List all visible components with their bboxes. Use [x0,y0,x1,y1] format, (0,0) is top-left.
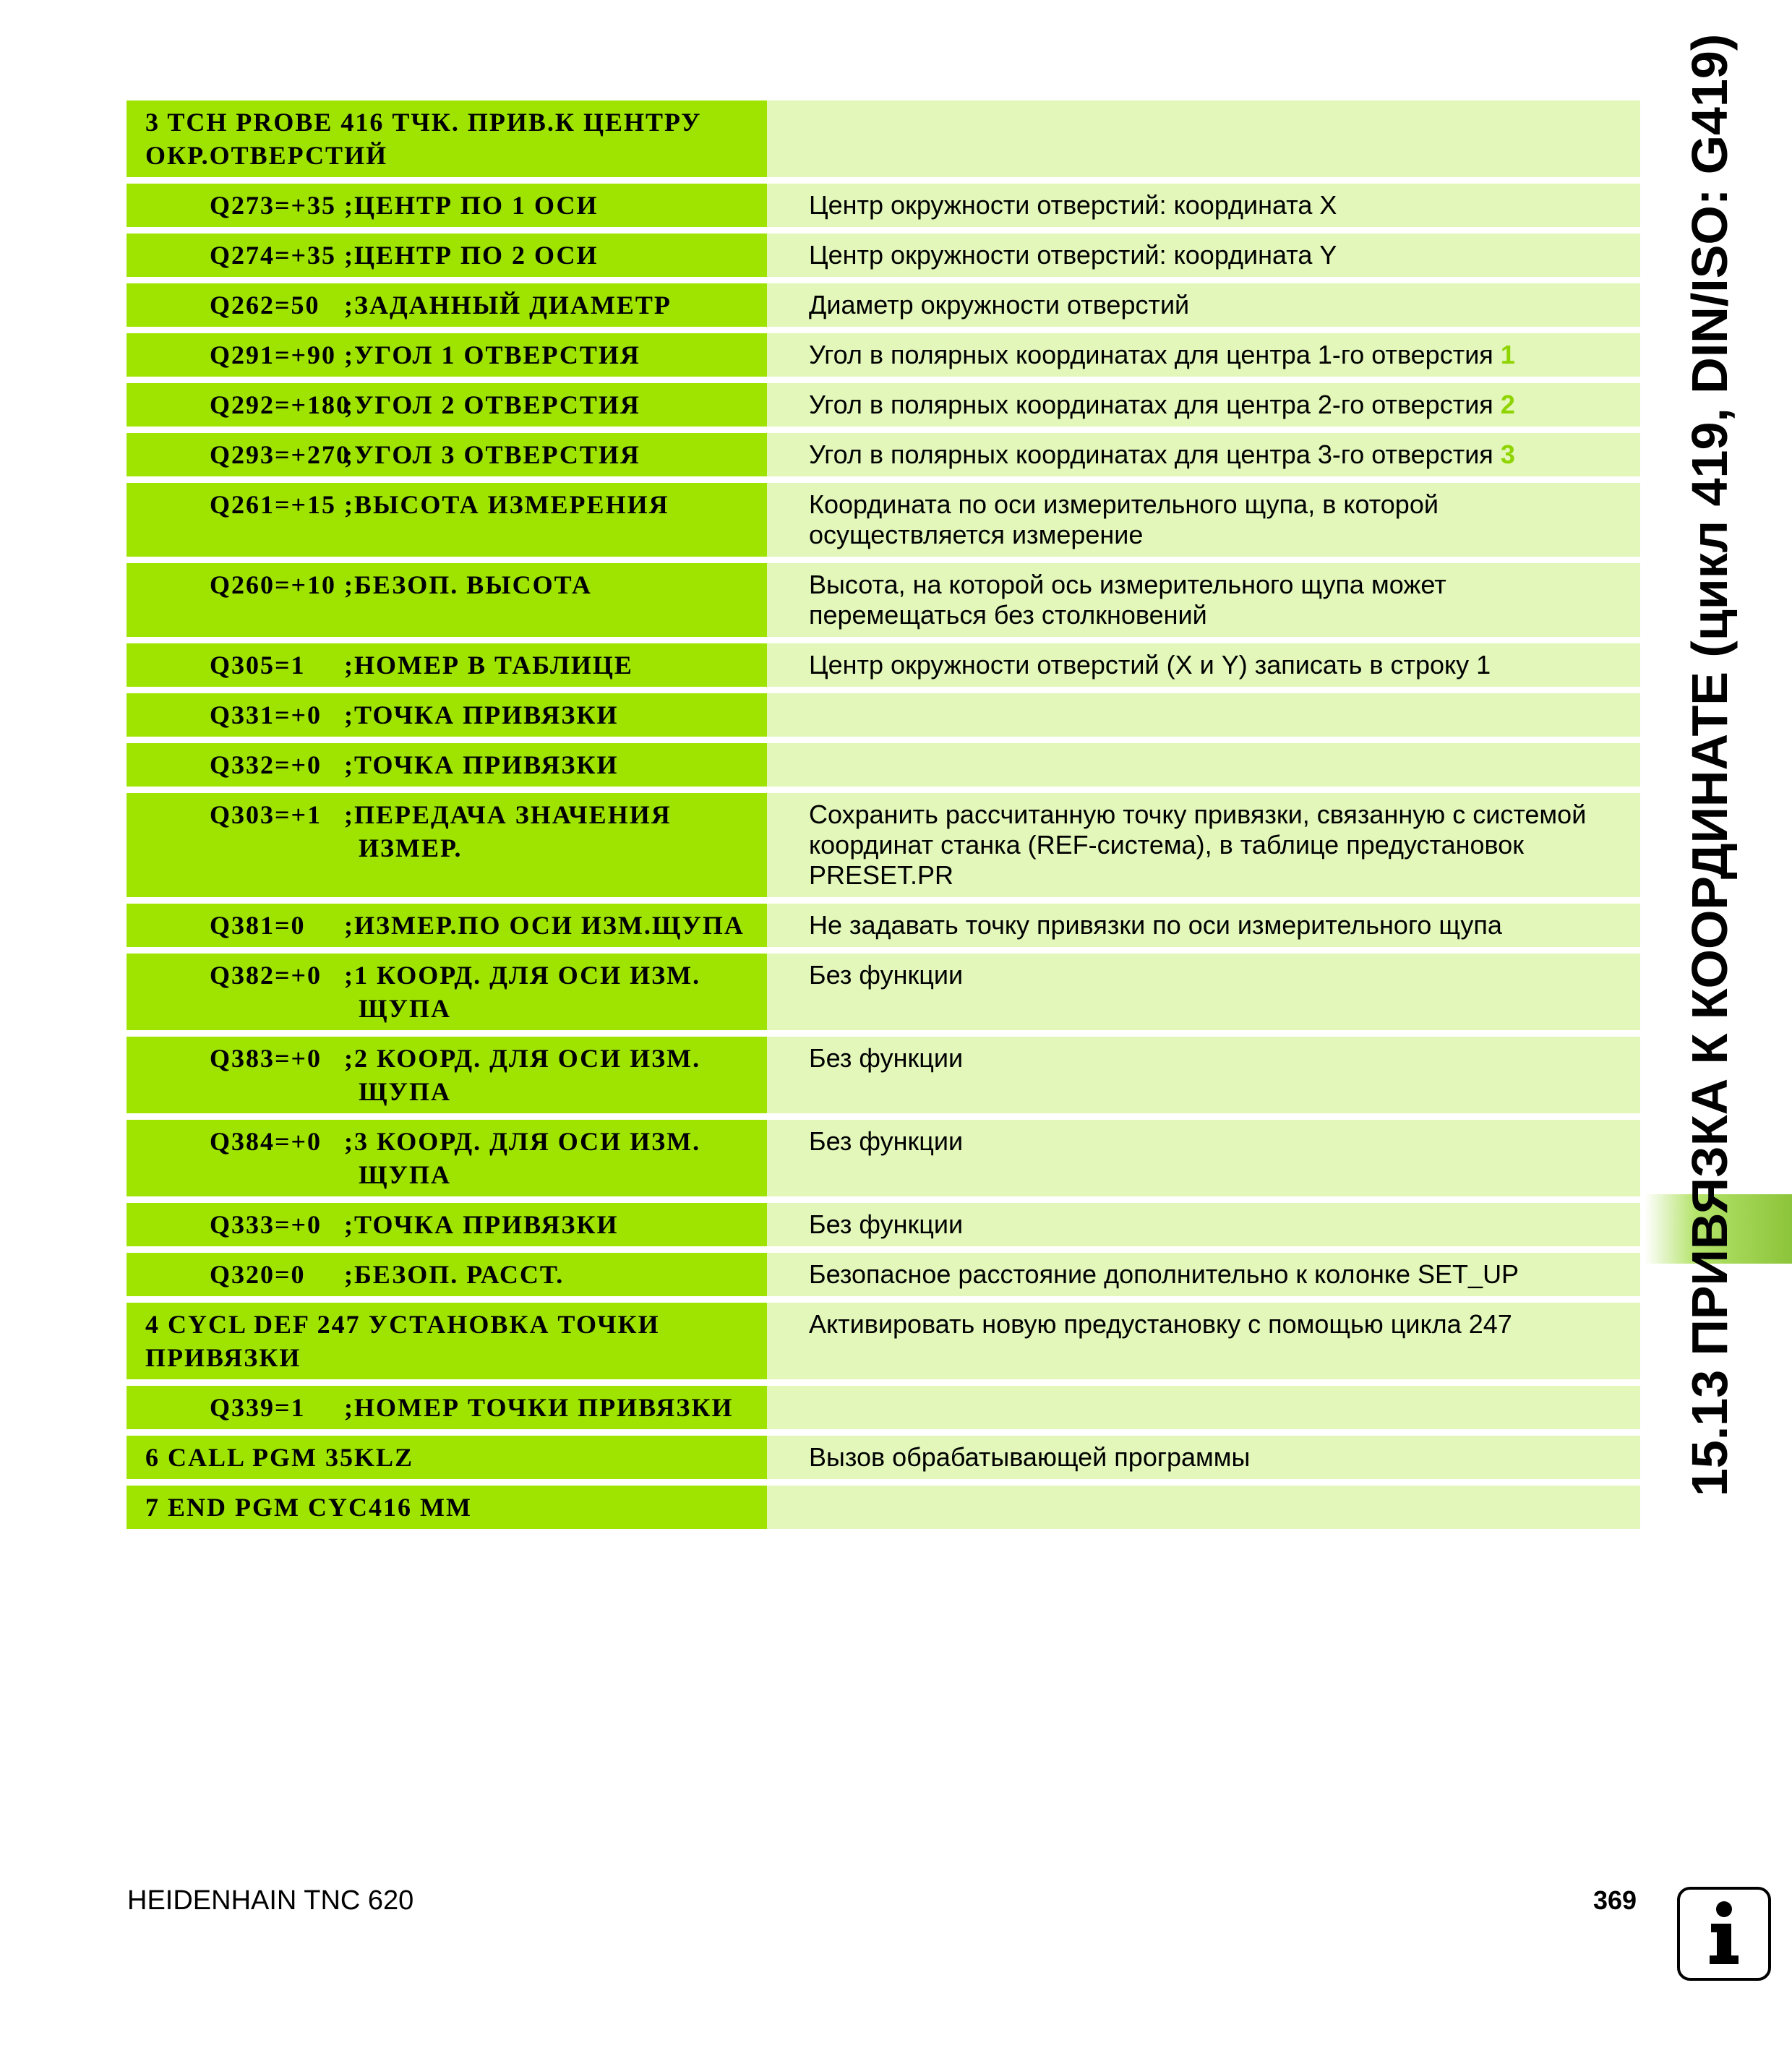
hole-number-marker: 3 [1500,440,1515,469]
parameter-comment: ;3 КООРД. ДЛЯ ОСИ ИЗМ. ЩУПА [344,1127,701,1189]
parameter-cell [127,563,767,637]
program-row [127,1303,1640,1379]
description-cell [767,1037,1640,1113]
program-row [127,954,1640,1030]
description-cell [767,954,1640,1030]
description-text: Диаметр окружности отверстий [809,290,1190,320]
parameter-cell [127,383,767,427]
program-row [127,904,1640,947]
program-block-cell: 4 CYCL DEF 247 УСТАНОВКА ТОЧКИ ПРИВЯЗКИ [127,1303,767,1379]
program-row [127,383,1640,427]
description-text: Без функции [809,1126,964,1156]
description-text: Центр окружности отверстий (X и Y) записать в строку 1 [809,650,1491,680]
parameter-name: Q305=1 [210,651,306,680]
parameter-comment: ;ЦЕНТР ПО 2 ОСИ [344,241,599,270]
parameter-name: Q303=+1 [210,800,322,829]
program-row [127,100,1640,177]
parameter-cell [127,1120,767,1196]
parameter-comment: ;УГОЛ 1 ОТВЕРСТИЯ [344,340,640,369]
parameter-name: Q260=+10 [210,570,337,599]
parameter-comment: ;ТОЧКА ПРИВЯЗКИ [344,750,619,779]
program-row [127,1436,1640,1479]
parameter-name: Q332=+0 [210,750,322,779]
description-cell [767,483,1640,557]
parameter-comment: ;НОМЕР В ТАБЛИЦЕ [344,651,633,680]
program-row [127,1253,1640,1296]
footer-product-name: HEIDENHAIN TNC 620 [127,1885,414,1916]
parameter-name: Q274=+35 [210,241,337,270]
parameter-cell [127,233,767,277]
parameter-name: Q383=+0 [210,1044,322,1073]
parameter-comment: ;ПЕРЕДАЧА ЗНАЧЕНИЯ ИЗМЕР. [344,800,672,862]
parameter-name: Q339=1 [210,1393,306,1422]
parameter-cell [127,954,767,1030]
description-cell [767,693,1640,737]
program-row [127,283,1640,327]
parameter-cell [127,693,767,737]
parameter-comment: ;ТОЧКА ПРИВЯЗКИ [344,700,619,729]
parameter-name: Q384=+0 [210,1127,322,1156]
description-cell [767,1386,1640,1429]
parameter-name: Q320=0 [210,1260,306,1289]
program-row [127,793,1640,897]
description-text: Без функции [809,1043,964,1073]
parameter-cell [127,904,767,947]
page-number: 369 [1593,1885,1637,1915]
description-text: Вызов обрабатывающей программы [809,1442,1251,1472]
info-i-glyph [1695,1898,1753,1970]
description-text: Координата по оси измерительного щупа, в которой осуществляется измерение [809,489,1439,549]
parameter-cell [127,1253,767,1296]
parameter-name: Q262=50 [210,291,320,320]
parameter-name: Q291=+90 [210,340,337,369]
program-row [127,1386,1640,1429]
description-cell [767,1486,1640,1529]
program-row [127,333,1640,377]
description-cell [767,643,1640,687]
program-row [127,643,1640,687]
description-text: Угол в полярных координатах для центра 3-го отверстия [809,440,1493,469]
parameter-name: Q382=+0 [210,961,322,990]
description-cell [767,283,1640,327]
parameter-cell [127,1203,767,1246]
chapter-side-title: 15.13 ПРИВЯЗКА К КООРДИНАТЕ (цикл 419, DIN/ISO: G419) [1681,33,1738,1496]
parameter-name: Q293=+270 [210,440,351,469]
parameter-comment: ;ЦЕНТР ПО 1 ОСИ [344,191,599,220]
parameter-name: Q261=+15 [210,490,337,519]
parameter-cell [127,743,767,787]
description-text: Угол в полярных координатах для центра 2-го отверстия [809,390,1493,419]
info-icon [1677,1887,1771,1981]
program-row [127,563,1640,637]
parameter-name: Q331=+0 [210,700,322,729]
program-row [127,743,1640,787]
program-row [127,184,1640,227]
description-text: Безопасное расстояние дополнительно к колонке SET_UP [809,1259,1519,1289]
program-row [127,693,1640,737]
description-text: Сохранить рассчитанную точку привязки, связанную с системой координат станка (REF-система), в таблице предустановок PRESET.PR [809,800,1587,890]
program-row [127,1037,1640,1113]
program-block-cell: 7 END PGM CYC416 MM [127,1486,767,1529]
description-cell [767,433,1640,476]
description-text: Угол в полярных координатах для центра 1-го отверстия [809,340,1493,369]
description-text: Без функции [809,1209,964,1239]
hole-number-marker: 1 [1500,340,1515,369]
description-cell [767,904,1640,947]
description-cell [767,563,1640,637]
parameter-comment: ;БЕЗОП. РАССТ. [344,1260,565,1289]
description-cell [767,1436,1640,1479]
description-cell [767,383,1640,427]
description-text: Центр окружности отверстий: координата X [809,190,1337,220]
parameter-comment: ;УГОЛ 2 ОТВЕРСТИЯ [344,390,640,419]
parameter-comment: ;ТОЧКА ПРИВЯЗКИ [344,1210,619,1239]
description-text: Не задавать точку привязки по оси измерительного щупа [809,910,1502,940]
description-text: Активировать новую предустановку с помощью цикла 247 [809,1309,1512,1339]
description-cell [767,793,1640,897]
program-row [127,1486,1640,1529]
parameter-comment: ;2 КООРД. ДЛЯ ОСИ ИЗМ. ЩУПА [344,1044,701,1106]
description-text: Высота, на которой ось измерительного щупа может перемещаться без столкновений [809,570,1446,630]
description-cell [767,100,1640,177]
parameter-cell [127,1386,767,1429]
hole-number-marker: 2 [1500,390,1515,419]
program-row [127,233,1640,277]
parameter-comment: ;УГОЛ 3 ОТВЕРСТИЯ [344,440,640,469]
description-cell [767,1253,1640,1296]
parameter-cell [127,433,767,476]
description-cell [767,1203,1640,1246]
parameter-comment: ;БЕЗОП. ВЫСОТА [344,570,592,599]
parameter-comment: ;НОМЕР ТОЧКИ ПРИВЯЗКИ [344,1393,734,1422]
parameter-cell [127,184,767,227]
description-cell [767,1303,1640,1379]
program-block-cell: 6 CALL PGM 35KLZ [127,1436,767,1479]
description-cell [767,184,1640,227]
parameter-comment: ;ВЫСОТА ИЗМЕРЕНИЯ [344,490,669,519]
description-cell [767,743,1640,787]
description-text: Центр окружности отверстий: координата Y [809,240,1337,270]
parameter-comment: ;1 КООРД. ДЛЯ ОСИ ИЗМ. ЩУПА [344,961,701,1023]
description-cell [767,333,1640,377]
parameter-comment: ;ИЗМЕР.ПО ОСИ ИЗМ.ЩУПА [344,911,745,940]
description-text: Без функции [809,960,964,990]
program-listing-table [127,100,1640,1529]
parameter-comment: ;ЗАДАННЫЙ ДИАМЕТР [344,291,672,320]
parameter-cell [127,483,767,557]
program-block-cell: 3 TCH PROBE 416 ТЧК. ПРИВ.К ЦЕНТРУ ОКР.ОТВЕРСТИЙ [127,100,767,177]
program-row [127,1120,1640,1196]
parameter-cell [127,1037,767,1113]
program-row [127,1203,1640,1246]
parameter-name: Q292=+180 [210,390,351,419]
parameter-name: Q381=0 [210,911,306,940]
program-row [127,433,1640,476]
parameter-cell [127,643,767,687]
description-cell [767,233,1640,277]
parameter-name: Q273=+35 [210,191,337,220]
parameter-cell [127,283,767,327]
description-cell [767,1120,1640,1196]
parameter-name: Q333=+0 [210,1210,322,1239]
parameter-cell [127,793,767,897]
parameter-cell [127,333,767,377]
program-row [127,483,1640,557]
